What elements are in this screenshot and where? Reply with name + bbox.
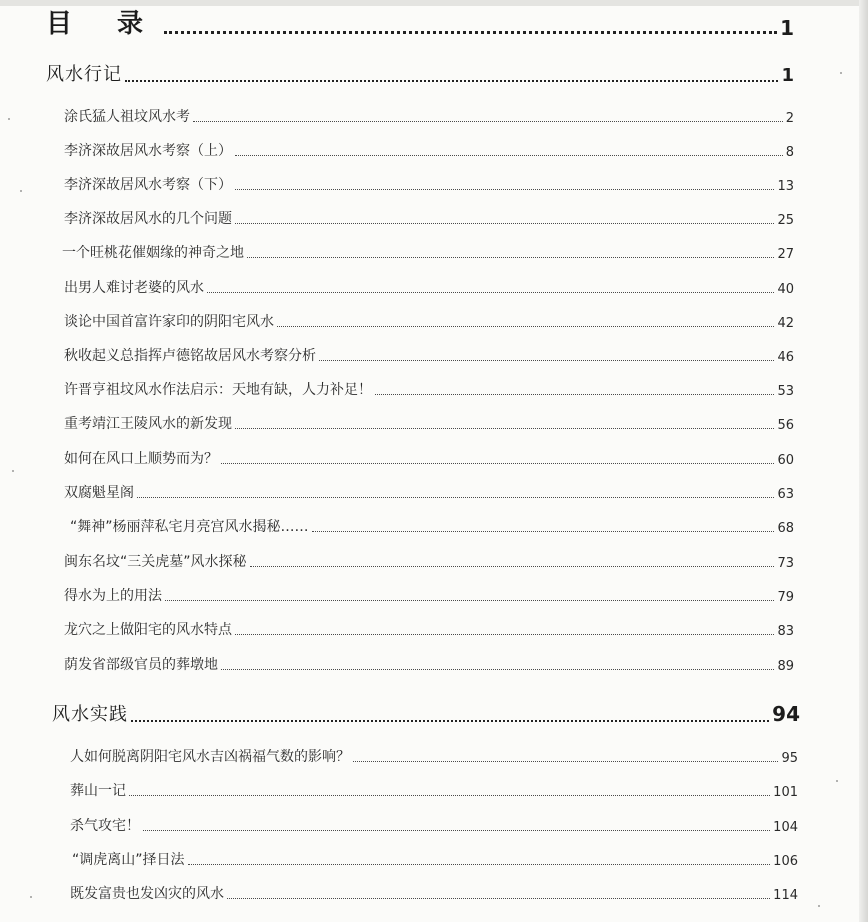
dot-leader xyxy=(247,256,774,258)
dot-leader xyxy=(125,79,778,82)
entry-title: 李济深故居风水考察（下） xyxy=(64,177,232,193)
section-page: 1 xyxy=(781,65,794,86)
toc-entry[interactable] xyxy=(64,585,794,605)
toc-entry[interactable] xyxy=(64,448,794,468)
toc-entry[interactable] xyxy=(64,413,794,433)
dot-leader xyxy=(375,393,774,395)
entry-page: 40 xyxy=(777,282,794,297)
entry-page: 79 xyxy=(777,590,794,605)
dot-leader xyxy=(164,30,777,34)
toc-entry[interactable] xyxy=(64,551,794,571)
entry-title: 许晋亨祖坟风水作法启示：天地有缺，人力补足！ xyxy=(64,382,372,398)
entry-page: 63 xyxy=(777,487,794,502)
section-page: 94 xyxy=(772,702,800,726)
section-title: 风水实践 xyxy=(52,704,128,725)
toc-entry[interactable] xyxy=(70,815,798,835)
entry-title: 闽东名坟“三关虎墓”风水探秘 xyxy=(64,554,247,570)
entry-title: 杀气攻宅！ xyxy=(70,818,140,834)
section-title: 风水行记 xyxy=(46,64,122,85)
entry-title: 葬山一记 xyxy=(70,783,126,799)
toc-entry[interactable] xyxy=(64,311,794,331)
entry-page: 101 xyxy=(773,785,798,800)
entry-page: 95 xyxy=(781,751,798,766)
toc-entry[interactable] xyxy=(64,482,794,502)
toc-entry[interactable] xyxy=(70,780,798,800)
entry-page: 114 xyxy=(773,888,798,903)
entry-title: 龙穴之上做阳宅的风水特点 xyxy=(64,622,232,638)
scan-speck xyxy=(30,896,32,898)
entry-title: 谈论中国首富许家印的阴阳宅风水 xyxy=(64,314,274,330)
toc-entry[interactable] xyxy=(70,746,798,766)
dot-leader xyxy=(227,897,770,899)
dot-leader xyxy=(235,427,774,429)
entry-page: 104 xyxy=(773,820,798,835)
dot-leader xyxy=(131,719,769,722)
dot-leader xyxy=(319,359,774,361)
dot-leader xyxy=(235,633,774,635)
dot-leader xyxy=(165,599,774,601)
toc-entry[interactable] xyxy=(64,619,794,639)
toc-entry[interactable] xyxy=(64,174,794,194)
section-row[interactable] xyxy=(46,60,794,86)
toc-entry[interactable] xyxy=(64,140,794,160)
toc-heading-page: 1 xyxy=(780,16,794,40)
dot-leader xyxy=(312,530,775,532)
entry-title: 出男人难讨老婆的风水 xyxy=(64,280,204,296)
entry-page: 8 xyxy=(785,145,794,160)
entry-title: 如何在风口上顺势而为？ xyxy=(64,451,218,467)
entry-page: 106 xyxy=(773,854,798,869)
entry-title: 李济深故居风水的几个问题 xyxy=(64,211,232,227)
toc-entry[interactable] xyxy=(64,277,794,297)
entry-page: 53 xyxy=(777,384,794,399)
entry-page: 83 xyxy=(777,624,794,639)
entry-page: 13 xyxy=(777,179,794,194)
entry-page: 27 xyxy=(777,247,794,262)
dot-leader xyxy=(193,120,783,122)
entry-title: 一个旺桃花催姻缘的神奇之地 xyxy=(62,245,244,261)
toc-entry[interactable] xyxy=(64,345,794,365)
scan-speck xyxy=(840,72,842,74)
toc-heading: 目 录 xyxy=(46,9,162,39)
scan-speck xyxy=(836,780,838,782)
dot-leader xyxy=(221,668,774,670)
entry-page: 2 xyxy=(785,111,794,126)
entry-title: 既发富贵也发凶灾的风水 xyxy=(70,886,224,902)
toc-entry[interactable] xyxy=(72,849,798,869)
dot-leader xyxy=(129,794,770,796)
dot-leader xyxy=(188,863,771,865)
toc-entry[interactable] xyxy=(70,516,794,536)
entry-title: 得水为上的用法 xyxy=(64,588,162,604)
entry-title: “调虎离山”择日法 xyxy=(72,852,185,868)
entry-page: 46 xyxy=(777,350,794,365)
toc-heading-row xyxy=(46,3,794,40)
entry-title: 涂氏猛人祖坟风水考 xyxy=(64,109,190,125)
entry-title: 秋收起义总指挥卢德铭故居风水考察分析 xyxy=(64,348,316,364)
dot-leader xyxy=(235,222,774,224)
entry-title: “舞神”杨丽萍私宅月亮宫风水揭秘…… xyxy=(70,519,309,535)
toc-entry[interactable] xyxy=(64,106,794,126)
entry-page: 73 xyxy=(777,556,794,571)
toc-entry[interactable] xyxy=(70,883,798,903)
scan-speck xyxy=(12,470,14,472)
dot-leader xyxy=(277,325,774,327)
dot-leader xyxy=(207,291,774,293)
dot-leader xyxy=(137,496,774,498)
dot-leader xyxy=(250,565,775,567)
entry-title: 荫发省部级官员的葬墩地 xyxy=(64,657,218,673)
dot-leader xyxy=(235,154,783,156)
toc-entry[interactable] xyxy=(64,208,794,228)
entry-title: 李济深故居风水考察（上） xyxy=(64,143,232,159)
entry-title: 重考靖江王陵风水的新发现 xyxy=(64,416,232,432)
toc-entry[interactable] xyxy=(62,242,794,262)
dot-leader xyxy=(353,760,778,762)
dot-leader xyxy=(235,188,774,190)
toc-entry[interactable] xyxy=(64,379,794,399)
scan-speck xyxy=(8,118,10,120)
section-row[interactable] xyxy=(52,700,800,726)
entry-page: 89 xyxy=(777,659,794,674)
scan-speck xyxy=(818,905,820,907)
entry-title: 双腐魁星阁 xyxy=(64,485,134,501)
toc-entry[interactable] xyxy=(64,654,794,674)
dot-leader xyxy=(221,462,774,464)
entry-page: 60 xyxy=(777,453,794,468)
scan-speck xyxy=(20,190,22,192)
entry-title: 人如何脱离阴阳宅风水吉凶祸福气数的影响？ xyxy=(70,749,350,765)
entry-page: 25 xyxy=(777,213,794,228)
entry-page: 68 xyxy=(777,521,794,536)
entry-page: 56 xyxy=(777,418,794,433)
dot-leader xyxy=(143,829,770,831)
entry-page: 42 xyxy=(777,316,794,331)
